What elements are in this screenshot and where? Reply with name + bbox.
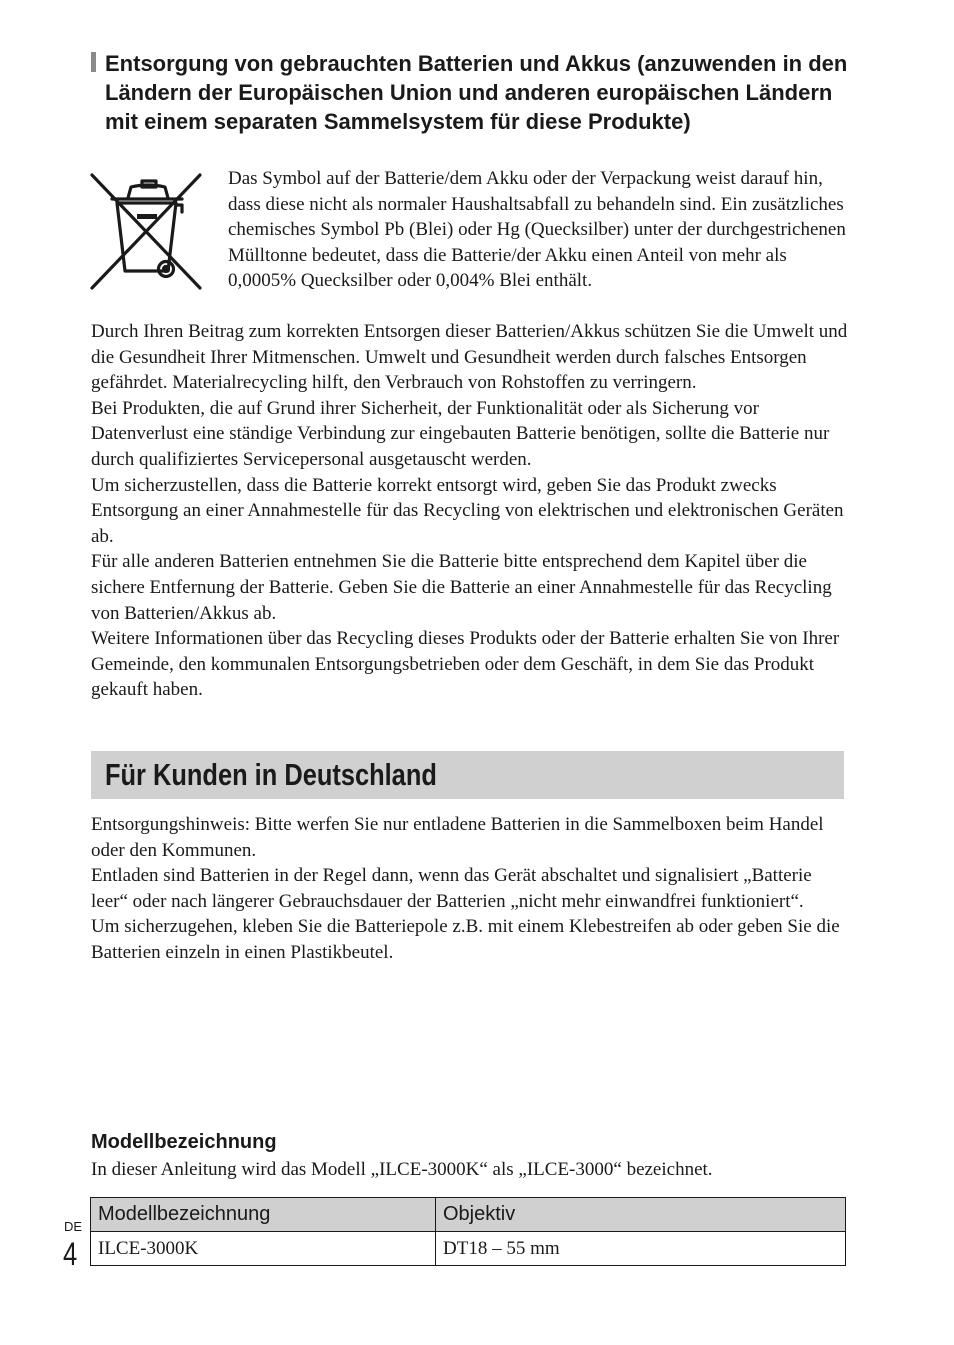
column-header-model: Modellbezeichnung xyxy=(91,1198,436,1232)
germany-section-body xyxy=(91,812,851,966)
paragraph: Entladen sind Batterien in der Regel dann, wenn das Gerät abschaltet und signalisiert „Batterie leer“ oder nach längerer Gebrauchsdauer der Batterien „nicht mehr einwandfrei funktioniert“. xyxy=(91,865,812,912)
paragraph: Um sicherzugehen, kleben Sie die Batteriepole z.B. mit einem Klebestreifen ab oder geben Sie die Batterien einzeln in einen Plastikbeutel. xyxy=(91,916,840,963)
battery-disposal-heading: Entsorgung von gebrauchten Batterien und Akkus (anzuwenden in den Ländern der Europäischen Union und anderen europäischen Ländern mit einem separaten Sammelsystem für diese Produkte) xyxy=(105,51,848,134)
paragraph: Bei Produkten, die auf Grund ihrer Sicherheit, der Funktionalität oder als Sicherung vor Datenverlust eine ständige Verbindung zur eingebauten Batterie benötigen, sollte die Batterie nur durch qualifiziertes Servicepersonal ausgetauscht werden. xyxy=(91,397,830,470)
table-cell-lens: DT18 – 55 mm xyxy=(436,1232,846,1266)
symbol-explanation: Das Symbol auf der Batterie/dem Akku oder der Verpackung weist darauf hin, dass diese nicht als normaler Haushaltsabfall zu behandeln sind. Ein zusätzliches chemisches Symbol Pb (Blei) oder Hg (Quecksilber) unter der durchgestrichenen Mülltonne bedeutet, dass die Batterie/der Akku einen Anteil von mehr als 0,0005% Quecksilber oder 0,004% Blei enthält. xyxy=(228,168,846,292)
column-header-lens: Objektiv xyxy=(436,1198,846,1232)
paragraph: Um sicherzustellen, dass die Batterie korrekt entsorgt wird, geben Sie das Produkt zwecks Entsorgung an einer Annahmestelle für das Recycling von elektrischen und elektronischen Geräten ab. xyxy=(91,474,844,547)
paragraph: Weitere Informationen über das Recycling dieses Produkts oder der Batterie erhalten Sie von Ihrer Gemeinde, den kommunalen Entsorgungsbetrieben oder dem Geschäft, in dem Sie das Produkt gekauft haben. xyxy=(91,628,840,701)
paragraph: Für alle anderen Batterien entnehmen Sie die Batterie bitte entsprechend dem Kapitel über die sichere Entfernung der Batterie. Geben Sie die Batterie an einer Annahmestelle für das Recycling von Batterien/Akkus ab. xyxy=(91,551,832,624)
paragraph: Entsorgungshinweis: Bitte werfen Sie nur entladene Batterien in die Sammelboxen beim Handel oder den Kommunen. xyxy=(91,814,824,861)
language-tag: DE xyxy=(64,1219,83,1234)
heading-marker-bar xyxy=(91,52,96,72)
table-header-row xyxy=(91,1198,846,1232)
battery-disposal-body xyxy=(91,319,851,703)
table-row xyxy=(91,1232,846,1266)
model-description: In dieser Anleitung wird das Modell „ILCE-3000K“ als „ILCE-3000“ bezeichnet. xyxy=(91,1159,713,1180)
model-table xyxy=(90,1197,846,1266)
paragraph: Durch Ihren Beitrag zum korrekten Entsorgen dieser Batterien/Akkus schützen Sie die Umwelt und die Gesundheit Ihrer Mitmenschen. Umwelt und Gesundheit werden durch falsches Entsorgen gefährdet. Materialrecycling hilft, den Verbrauch von Rohstoffen zu verringern. xyxy=(91,321,848,394)
model-heading: Modellbezeichnung xyxy=(91,1131,277,1153)
germany-section-title: Für Kunden in Deutschland xyxy=(105,757,437,792)
crossed-out-wheelie-bin-icon xyxy=(90,172,204,290)
page-number: 4 xyxy=(63,1236,78,1272)
section-banner xyxy=(91,751,844,799)
table-cell-model: ILCE-3000K xyxy=(91,1232,436,1266)
